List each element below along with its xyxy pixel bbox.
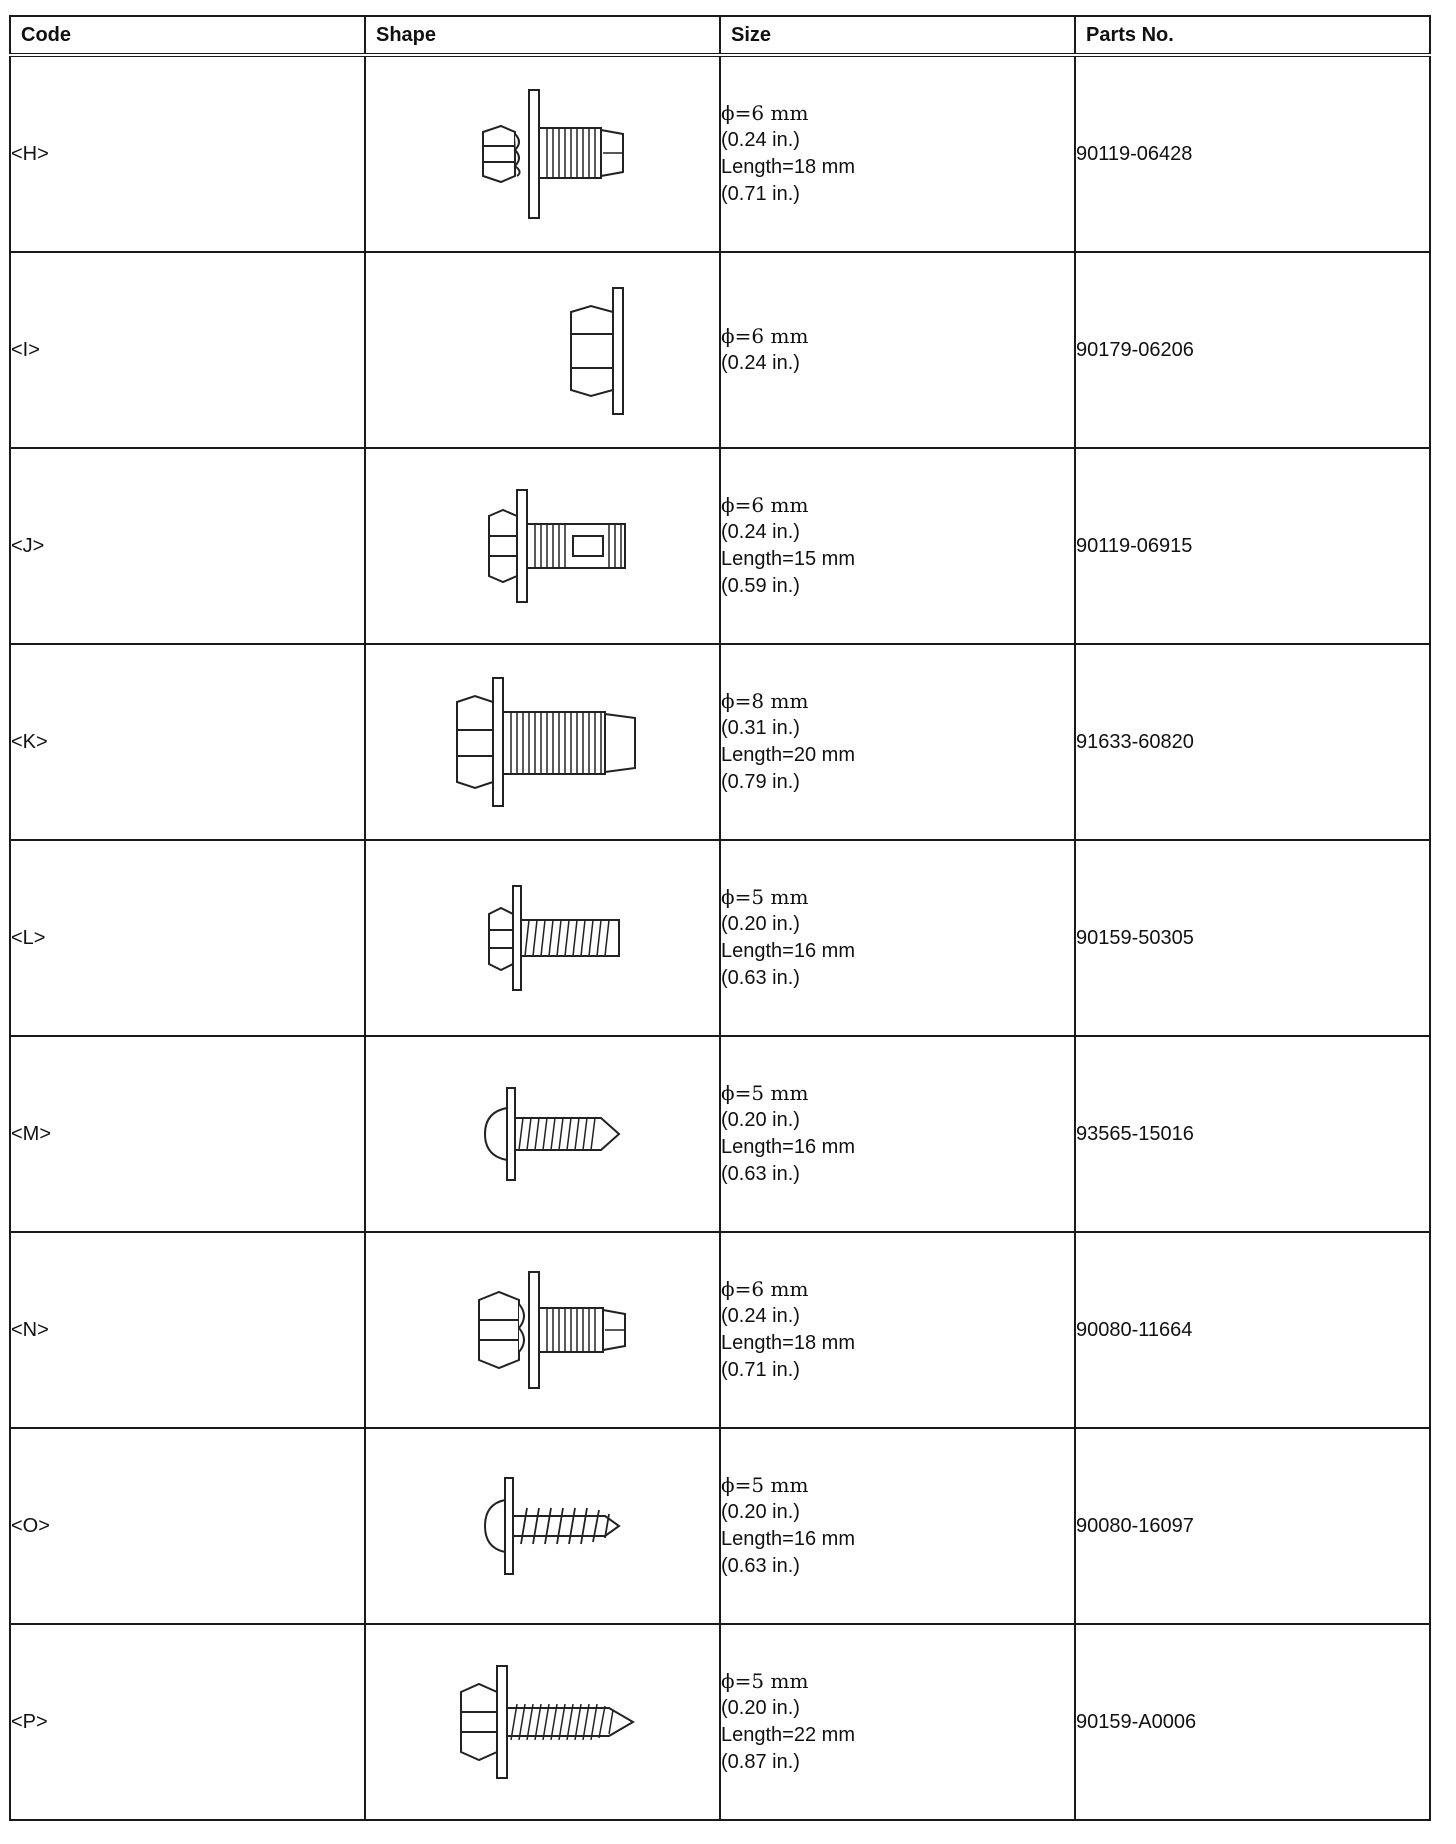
pointed-tapping-screw-icon — [433, 1652, 653, 1792]
size-length-inch: (0.59 in.) — [721, 575, 800, 597]
shape-cell — [365, 840, 720, 1036]
size-diameter-inch: (0.24 in.) — [721, 1305, 800, 1327]
size-cell — [720, 840, 1075, 1036]
size-length: Length=16 mm — [721, 1528, 855, 1550]
shape-cell — [365, 1036, 720, 1232]
parts-no-cell: 90080-16097 — [1075, 1428, 1430, 1624]
size-length-inch: (0.63 in.) — [721, 1163, 800, 1185]
code-cell: <N> — [10, 1232, 365, 1428]
size-cell — [720, 55, 1075, 252]
fastener-parts-table — [9, 15, 1431, 1821]
shape-cell — [365, 448, 720, 644]
tapered-tip-bolt-icon — [433, 672, 653, 812]
size-length-inch: (0.87 in.) — [721, 1751, 800, 1773]
parts-no-cell: 90080-11664 — [1075, 1232, 1430, 1428]
header-code: Code — [10, 16, 365, 55]
header-shape: Shape — [365, 16, 720, 55]
size-length-inch: (0.79 in.) — [721, 771, 800, 793]
shape-cell — [365, 252, 720, 448]
size-cell — [720, 1232, 1075, 1428]
flange-bolt-with-spring-washer-icon — [443, 84, 643, 224]
size-diameter-inch: (0.24 in.) — [721, 129, 800, 151]
size-length-inch: (0.71 in.) — [721, 1359, 800, 1381]
size-diameter: ϕ=8 mm — [721, 689, 809, 713]
size-diameter: ϕ=5 mm — [721, 1473, 809, 1497]
size-diameter: ϕ=5 mm — [721, 1081, 809, 1105]
code-cell: <H> — [10, 55, 365, 252]
size-length-inch: (0.63 in.) — [721, 1555, 800, 1577]
slotted-thread-bolt-icon — [443, 476, 643, 616]
size-diameter-inch: (0.20 in.) — [721, 1697, 800, 1719]
size-diameter: ϕ=6 mm — [721, 493, 809, 517]
size-cell — [720, 448, 1075, 644]
parts-no-cell: 90119-06428 — [1075, 55, 1430, 252]
code-cell: <M> — [10, 1036, 365, 1232]
table-row — [10, 840, 1430, 1036]
size-cell — [720, 1428, 1075, 1624]
size-diameter: ϕ=5 mm — [721, 1669, 809, 1693]
size-diameter: ϕ=6 mm — [721, 324, 809, 348]
shape-cell — [365, 644, 720, 840]
shape-cell — [365, 55, 720, 252]
header-size: Size — [720, 16, 1075, 55]
size-length: Length=16 mm — [721, 940, 855, 962]
table-row — [10, 1036, 1430, 1232]
code-cell: <I> — [10, 252, 365, 448]
size-length: Length=18 mm — [721, 1332, 855, 1354]
size-length: Length=20 mm — [721, 744, 855, 766]
shape-cell — [365, 1428, 720, 1624]
code-cell: <L> — [10, 840, 365, 1036]
size-length: Length=15 mm — [721, 548, 855, 570]
table-row — [10, 1428, 1430, 1624]
parts-no-cell: 93565-15016 — [1075, 1036, 1430, 1232]
size-diameter: ϕ=6 mm — [721, 101, 809, 125]
shape-cell — [365, 1232, 720, 1428]
washer-head-tapping-screw-icon — [443, 868, 643, 1008]
size-diameter-inch: (0.24 in.) — [721, 521, 800, 543]
size-cell — [720, 1036, 1075, 1232]
code-cell: <O> — [10, 1428, 365, 1624]
shape-cell — [365, 1624, 720, 1820]
round-head-coarse-screw-icon — [443, 1456, 643, 1596]
table-row — [10, 1624, 1430, 1820]
size-cell — [720, 1624, 1075, 1820]
size-diameter-inch: (0.20 in.) — [721, 1501, 800, 1523]
size-cell — [720, 644, 1075, 840]
flange-nut-icon — [443, 280, 643, 420]
table-row — [10, 252, 1430, 448]
size-diameter-inch: (0.31 in.) — [721, 717, 800, 739]
size-length-inch: (0.63 in.) — [721, 967, 800, 989]
sems-bolt-icon — [443, 1260, 643, 1400]
code-cell: <P> — [10, 1624, 365, 1820]
size-diameter: ϕ=5 mm — [721, 885, 809, 909]
size-length: Length=16 mm — [721, 1136, 855, 1158]
table-row — [10, 448, 1430, 644]
size-diameter-inch: (0.24 in.) — [721, 352, 800, 374]
parts-no-cell: 90179-06206 — [1075, 252, 1430, 448]
table-header-row — [10, 16, 1430, 55]
table-row — [10, 644, 1430, 840]
header-parts-no: Parts No. — [1075, 16, 1430, 55]
parts-no-cell: 91633-60820 — [1075, 644, 1430, 840]
parts-no-cell: 90119-06915 — [1075, 448, 1430, 644]
size-length: Length=22 mm — [721, 1724, 855, 1746]
code-cell: <K> — [10, 644, 365, 840]
parts-no-cell: 90159-A0006 — [1075, 1624, 1430, 1820]
size-cell — [720, 252, 1075, 448]
size-length-inch: (0.71 in.) — [721, 183, 800, 205]
size-diameter-inch: (0.20 in.) — [721, 913, 800, 935]
table-row — [10, 1232, 1430, 1428]
parts-no-cell: 90159-50305 — [1075, 840, 1430, 1036]
table-row — [10, 55, 1430, 252]
pan-head-tapping-screw-icon — [443, 1064, 643, 1204]
size-diameter: ϕ=6 mm — [721, 1277, 809, 1301]
code-cell: <J> — [10, 448, 365, 644]
size-diameter-inch: (0.20 in.) — [721, 1109, 800, 1131]
size-length: Length=18 mm — [721, 156, 855, 178]
